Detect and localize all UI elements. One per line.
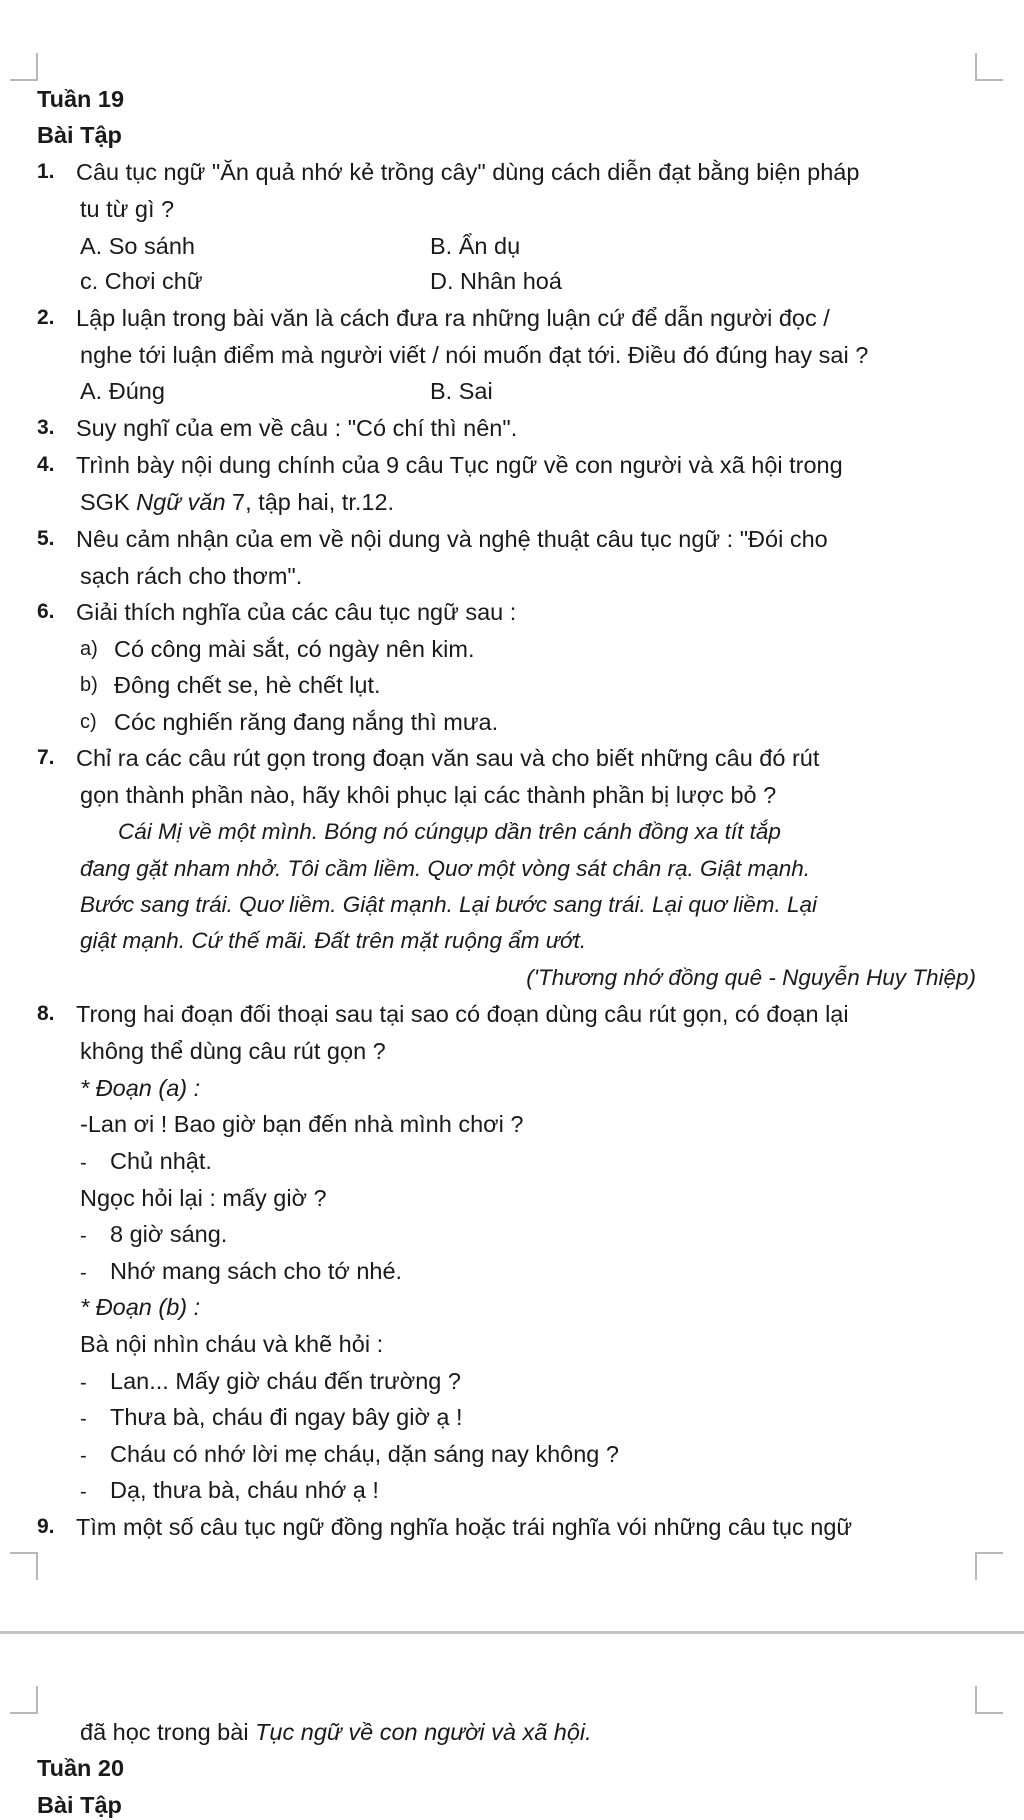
dialogue-line	[80, 1219, 227, 1251]
dialogue-text: Chủ nhật.	[110, 1148, 212, 1174]
part-b-label: * Đoạn (b) :	[80, 1294, 201, 1320]
crop-mark-top-right-page2	[975, 1686, 1003, 1714]
question-text: sạch rách cho thơm".	[80, 563, 303, 589]
question-number: 6.	[37, 600, 55, 623]
question-text: Câu tục ngữ "Ăn quả nhớ kẻ trồng cây" dùng cách diễn đạt bằng biện pháp	[76, 159, 860, 185]
week-heading: Tuần 19	[37, 86, 125, 112]
question-number: 3.	[37, 416, 55, 439]
item-label: c)	[80, 711, 97, 733]
text-segment: SGK	[80, 489, 137, 515]
dialogue-text: Cháu có nhớ lời mẹ cháụ, dặn sáng nay không ?	[110, 1441, 619, 1467]
question-text: Tìm một số câu tục ngữ đồng nghĩa hoặc trái nghĩa vói những câu tục ngữ	[76, 1514, 853, 1540]
item-text: Có công mài sắt, có ngày nên kim.	[114, 636, 475, 662]
dash: -	[80, 1225, 87, 1247]
option-a: A. So sánh	[80, 233, 195, 259]
question-text: Trình bày nội dung chính của 9 câu Tục ngữ về con người và xã hội trong	[76, 452, 843, 478]
dialogue-line	[80, 1402, 463, 1434]
lesson-title: Tục ngữ về con người và xã hội.	[255, 1719, 592, 1745]
question-text: Trong hai đoạn đối thoại sau tại sao có đoạn dùng câu rút gọn, có đoạn lại	[76, 1001, 849, 1027]
option-c: c. Chơi chữ	[80, 268, 203, 294]
dialogue-text: Dạ, thưa bà, cháu nhớ ạ !	[110, 1477, 379, 1503]
dash: -	[80, 1262, 87, 1284]
passage-line: Bước sang trái. Quơ liềm. Giật mạnh. Lại bước sang trái. Lại quơ liềm. Lại	[80, 892, 817, 917]
option-d: D. Nhân hoá	[430, 268, 562, 294]
text-segment: 7, tập hai, tr.12.	[225, 489, 395, 515]
dialogue-text: 8 giờ sáng.	[110, 1221, 228, 1247]
question-number: 7.	[37, 746, 55, 769]
option-a: A. Đúng	[80, 378, 165, 404]
part-a-label: * Đoạn (a) :	[80, 1075, 201, 1101]
week-heading: Tuần 20	[37, 1755, 125, 1781]
item-text: Cóc nghiến răng đang nắng thì mưa.	[114, 709, 499, 735]
passage-line: Cái Mị về một mình. Bóng nó cúngụp dần trên cánh đồng xa tít tắp	[118, 819, 781, 844]
crop-mark-top-left	[10, 53, 38, 81]
crop-mark-bottom-right	[975, 1552, 1003, 1580]
dialogue-text: Nhớ mang sách cho tớ nhé.	[110, 1258, 403, 1284]
question-text: Nêu cảm nhận của em về nội dung và nghệ thuật câu tục ngữ : "Đói cho	[76, 526, 828, 552]
question-number: 2.	[37, 306, 55, 329]
question-number: 9.	[37, 1515, 55, 1538]
question-text: không thể dùng câu rút gọn ?	[80, 1038, 386, 1064]
dialogue-text: Lan... Mấy giờ cháu đến trường ?	[110, 1368, 461, 1394]
passage-source: ('Thương nhớ đồng quê - Nguyễn Huy Thiệp)	[526, 965, 976, 990]
dash: -	[80, 1372, 87, 1394]
question-text	[80, 487, 394, 517]
dash: -	[80, 1408, 87, 1430]
dialogue-line	[80, 1439, 619, 1471]
question-text: nghe tới luận điểm mà người viết / nói muốn đạt tới. Điều đó đúng hay sai ?	[80, 342, 869, 368]
exercise-heading: Bài Tập	[37, 122, 122, 148]
dash: -	[80, 1445, 87, 1467]
passage-line: giật mạnh. Cứ thế mãi. Đất trên mặt ruộng ẩm ướt.	[80, 928, 587, 953]
dialogue-line: Bà nội nhìn cháu và khẽ hỏi :	[80, 1331, 384, 1357]
question-text: Lập luận trong bài văn là cách đưa ra những luận cứ để dẫn người đọc /	[76, 305, 830, 331]
option-b: B. Ẩn dụ	[430, 233, 521, 259]
question-number: 1.	[37, 160, 55, 183]
dash: -	[80, 1152, 87, 1174]
item-text: Đông chết se, hè chết lụt.	[114, 672, 381, 698]
crop-mark-bottom-left	[10, 1552, 38, 1580]
passage-line: đang gặt nham nhở. Tôi cầm liềm. Quơ một vòng sát chân rạ. Giật mạnh.	[80, 856, 811, 881]
book-title: Ngữ văn	[136, 489, 226, 515]
question-text: Giải thích nghĩa của các câu tục ngữ sau :	[76, 599, 517, 625]
dialogue-text: Thưa bà, cháu đi ngay bây giờ ạ !	[110, 1404, 463, 1430]
dialogue-line: Ngọc hỏi lại : mấy giờ ?	[80, 1185, 327, 1211]
question-number: 8.	[37, 1002, 55, 1025]
dialogue-line: -Lan ơi ! Bao giờ bạn đến nhà mình chơi ?	[80, 1111, 524, 1137]
crop-mark-top-left-page2	[10, 1686, 38, 1714]
dialogue-line	[80, 1366, 461, 1398]
continuation-line	[80, 1717, 592, 1747]
dialogue-line	[80, 1256, 402, 1288]
item-label: b)	[80, 674, 98, 696]
dialogue-line	[80, 1475, 379, 1507]
question-text: Suy nghĩ của em về câu : "Có chí thì nên".	[76, 415, 518, 441]
item-label: a)	[80, 638, 98, 660]
crop-mark-top-right	[975, 53, 1003, 81]
question-text: Chỉ ra các câu rút gọn trong đoạn văn sau và cho biết những câu đó rút	[76, 745, 820, 771]
exercise-heading: Bài Tập	[37, 1792, 122, 1818]
question-text: tu từ gì ?	[80, 196, 175, 222]
text-segment: đã học trong bài	[80, 1719, 256, 1745]
option-b: B. Sai	[430, 378, 493, 404]
dialogue-line	[80, 1146, 212, 1178]
page-separator	[0, 1631, 1024, 1634]
question-text: gọn thành phần nào, hãy khôi phục lại các thành phần bị lược bỏ ?	[80, 782, 777, 808]
dash: -	[80, 1481, 87, 1503]
question-number: 4.	[37, 453, 55, 476]
question-number: 5.	[37, 527, 55, 550]
